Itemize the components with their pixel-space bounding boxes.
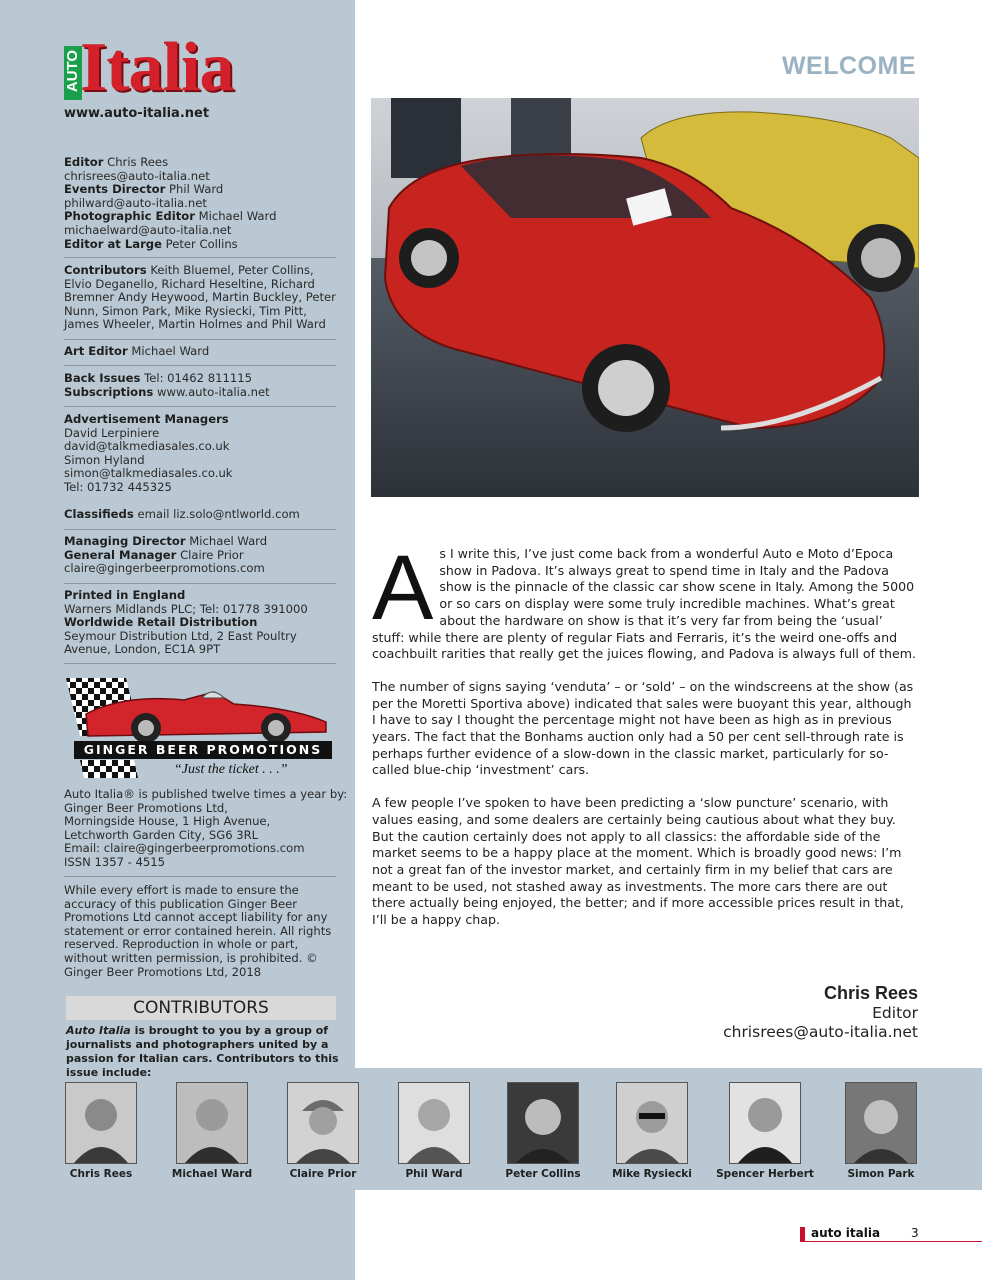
site-url[interactable]: www.auto-italia.net <box>64 106 210 121</box>
avatar <box>398 1082 470 1164</box>
auto-italia-logo <box>64 29 274 106</box>
page-title: WELCOME <box>781 52 916 80</box>
moretti-sportiva-photo <box>371 98 919 497</box>
signature-name: Chris Rees <box>823 983 918 1003</box>
management-block: Managing Director Michael Ward General Manager Claire Prior claire@gingerbeerpromotions.com <box>64 534 268 576</box>
contributor-name: Mike Rysiecki <box>612 1168 692 1180</box>
staff-editor-at-large: Editor at Large Peter Collins <box>64 236 238 251</box>
contributor-name: Peter Collins <box>505 1168 581 1180</box>
divider <box>64 663 336 664</box>
contributor-card <box>171 1082 253 1180</box>
divider <box>64 529 336 530</box>
contributor-card <box>505 1082 581 1180</box>
contributor-card <box>845 1082 917 1180</box>
person-photo-icon <box>730 1083 800 1163</box>
avatar <box>507 1082 579 1164</box>
signature-email[interactable]: chrisrees@auto-italia.net <box>723 1023 918 1041</box>
staff-events-director: Events Director Phil Ward <box>64 182 224 197</box>
contributor-card <box>716 1082 814 1180</box>
contributors-heading: CONTRIBUTORS <box>66 996 336 1020</box>
person-photo-icon <box>846 1083 916 1163</box>
editorial-article <box>372 537 918 945</box>
divider <box>64 365 336 366</box>
footer-rule <box>800 1241 982 1242</box>
signature-block <box>723 983 918 1042</box>
art-editor: Art Editor Michael Ward <box>64 344 210 358</box>
person-photo-icon <box>508 1083 578 1163</box>
avatar <box>176 1082 248 1164</box>
avatar <box>287 1082 359 1164</box>
disclaimer: While every effort is made to ensure the accuracy of this publication Ginger Beer Promotions Ltd cannot accept liability for any statement or error contained herein. All rights reserved. Reproduction in whole or part, without written permission, is prohibited. © Ginger Beer Promotions Ltd, 2018 <box>64 883 332 979</box>
person-photo-icon <box>617 1083 687 1163</box>
contributor-name: Spencer Herbert <box>716 1168 814 1180</box>
person-photo-icon <box>399 1083 469 1163</box>
avatar <box>845 1082 917 1164</box>
gbp-tagline: “Just the ticket . . .” <box>174 762 288 777</box>
contributor-name: Michael Ward <box>171 1168 253 1180</box>
contributor-card <box>287 1082 359 1180</box>
classifieds: Classifieds email liz.solo@ntlworld.com <box>64 507 300 521</box>
avatar <box>729 1082 801 1164</box>
back-issues-block: Back Issues Tel: 01462 811115 Subscriptions www.auto-italia.net <box>64 371 270 399</box>
page-number: 3 <box>911 1226 919 1240</box>
person-photo-icon <box>66 1083 136 1163</box>
article-paragraph-3: A few people I’ve spoken to have been predicting a ‘slow puncture’ scenario, with values easing, and some dealers are certainly being cautious about what they buy. But the caution certainly does not apply to all classics: the affordable side of the market seems to be a happy place at the moment. Which is broadly good news: I’m not a great fan of the investor market, and certainly firm in my belief that cars are meant to be used, not stashed away as investments. The more cars there are out there actually being enjoyed, the better; and if more accessible prices result in that, I’ll be a happy chap. <box>372 795 904 928</box>
staff-block <box>64 156 336 251</box>
divider <box>64 876 336 877</box>
contributor-name: Simon Park <box>847 1168 915 1180</box>
article-paragraph-1: As I write this, I’ve just come back from a wonderful Auto e Moto d’Epoca show in Padova. It’s always great to spend time in Italy and the Padova show is the pinnacle of the classic car show scene in Italy. Among the 5000 or so cars on display were some truly incredible machines. What’s great about the hardware on show is that it’s very far from being the ‘usual’ stuff: while there are plenty of regular Fiats and Ferraris, it’s the weird one-offs and coachbuilt rarities that really get the juices flowing, and Padova is always full of them. <box>372 537 917 662</box>
contributor-name: Phil Ward <box>405 1168 463 1180</box>
logo-italia-text: Italia <box>80 29 234 106</box>
contributor-name: Chris Rees <box>69 1168 133 1180</box>
gbp-name: GINGER BEER PROMOTIONS <box>74 741 332 759</box>
publisher-info: Auto Italia® is published twelve times a year by: Ginger Beer Promotions Ltd, Morningside House, 1 High Avenue, Letchworth Garden City, SG6 3RL Email: claire@gingerbeerpromotions.com ISSN 1357 - 4515 <box>64 787 348 869</box>
avatar <box>616 1082 688 1164</box>
person-photo-icon <box>288 1083 358 1163</box>
signature-role: Editor <box>872 1004 918 1022</box>
footer-magazine-name: auto italia <box>811 1226 881 1240</box>
contributors-intro: Auto Italia is brought to you by a group of journalists and photographers united by a passion for Italian cars. Contributors to this issue include: <box>66 1024 339 1079</box>
divider <box>64 339 336 340</box>
drop-cap: A <box>372 537 434 639</box>
staff-photo-editor: Photographic Editor Michael Ward <box>64 209 277 224</box>
staff-events-email[interactable]: philward@auto-italia.net <box>64 195 207 210</box>
footer-accent-bar <box>800 1227 805 1241</box>
contributor-name: Claire Prior <box>289 1168 357 1180</box>
ginger-beer-promotions-logo <box>64 676 336 786</box>
red-classic-car-image <box>371 98 919 497</box>
contributor-card <box>612 1082 692 1180</box>
staff-editor: Editor Chris Rees <box>64 155 169 169</box>
article-paragraph-2: The number of signs saying ‘venduta’ – or ‘sold’ – on the windscreens at the show (as per the Moretti Sportiva above) indicated that sales were buoyant this year, although I have to say I thought the percentage might not have been as high as in previous years. The fact that the Bonhams auction only had a 50 per cent sell-through rate is perhaps further evidence of a slow-down in the classic market, particularly for so-called blue-chip ‘investment’ cars. <box>372 678 914 778</box>
divider <box>64 406 336 407</box>
page-footer <box>800 1226 982 1242</box>
advertising-block: Advertisement Managers David Lerpiniere david@talkmediasales.co.uk Simon Hyland simon@talkmediasales.co.uk Tel: 01732 445325 <box>64 412 233 494</box>
printing-block: Printed in England Warners Midlands PLC; Tel: 01778 391000 Worldwide Retail Distribution Seymour Distribution Ltd, 2 East Poultry Avenue, London, EC1A 9PT <box>64 588 308 657</box>
person-photo-icon <box>177 1083 247 1163</box>
contributor-card <box>398 1082 470 1180</box>
logo-auto-text: AUTO <box>64 49 81 93</box>
staff-editor-email[interactable]: chrisrees@auto-italia.net <box>64 168 210 183</box>
contributor-card <box>65 1082 137 1180</box>
divider <box>64 257 336 258</box>
avatar <box>65 1082 137 1164</box>
contributors-credit: Contributors Keith Bluemel, Peter Collins, Elvio Deganello, Richard Heseltine, Richard Bremner Andy Heywood, Martin Buckley, Peter Nunn, Simon Park, Mike Rysiecki, Tim Pitt, James Wheeler, Martin Holmes and Phil Ward <box>64 263 336 332</box>
staff-photo-email[interactable]: michaelward@auto-italia.net <box>64 222 232 237</box>
divider <box>64 583 336 584</box>
